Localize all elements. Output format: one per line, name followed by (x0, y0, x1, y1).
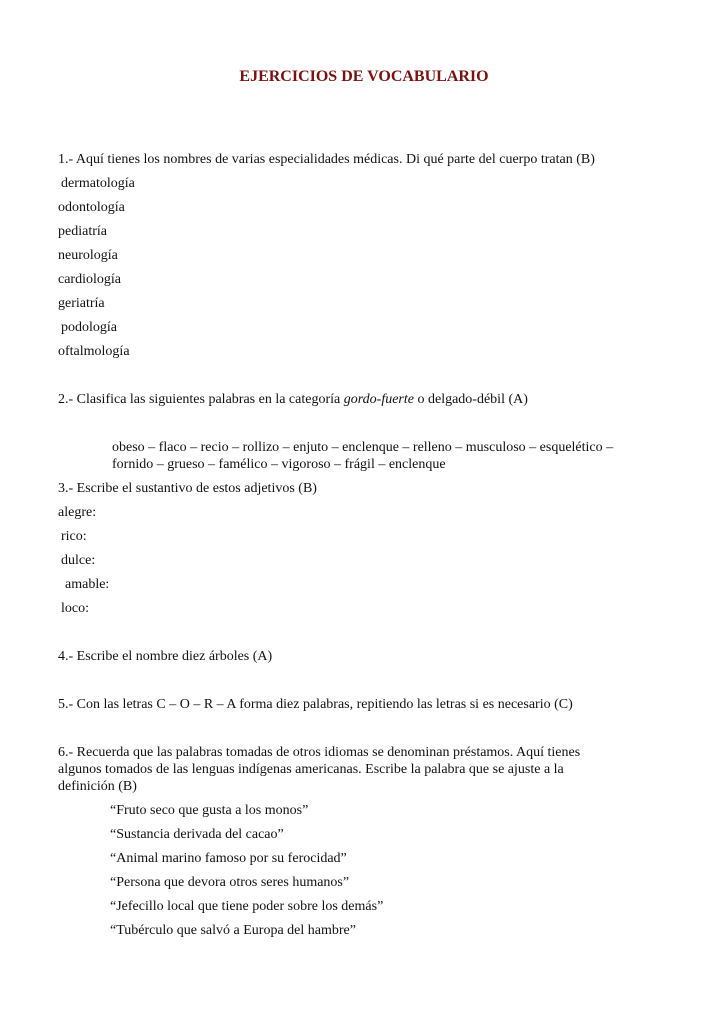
ex1-item-cardiologia: cardiología (58, 272, 121, 287)
exercise-5-prompt: 5.- Con las letras C – O – R – A forma diez palabras, repitiendo las letras si es necesario (C) (58, 697, 573, 712)
ex6-definition-1: “Fruto seco que gusta a los monos” (110, 803, 309, 818)
ex6-definition-6: “Tubérculo que salvó a Europa del hambre” (110, 923, 356, 938)
ex3-item-amable: amable: (65, 577, 110, 592)
ex6-definition-4: “Persona que devora otros seres humanos” (110, 875, 350, 890)
ex2-prompt-start: 2.- Clasifica las siguientes palabras en la categoría (58, 392, 344, 407)
ex1-item-neurologia: neurología (58, 248, 118, 263)
exercise-3-prompt: 3.- Escribe el sustantivo de estos adjetivos (B) (58, 481, 317, 496)
ex1-item-odontologia: odontología (58, 200, 125, 215)
ex3-item-dulce: dulce: (61, 553, 96, 568)
ex3-item-loco: loco: (61, 601, 89, 616)
ex2-words-line-2: fornido – grueso – famélico – vigoroso – frágil – enclenque (112, 457, 446, 472)
exercise-6-prompt-line-2: algunos tomados de las lenguas indígenas americanas. Escribe la palabra que se ajuste a la (58, 762, 564, 777)
exercise-6-prompt-line-1: 6.- Recuerda que las palabras tomadas de otros idiomas se denominan préstamos. Aquí tienes (58, 745, 581, 760)
exercise-2-prompt (58, 391, 528, 408)
ex3-item-alegre: alegre: (58, 505, 97, 520)
ex1-item-podologia: podología (61, 320, 117, 335)
exercise-1-prompt: 1.- Aquí tienes los nombres de varias especialidades médicas. Di qué parte del cuerpo tratan (B) (58, 152, 595, 167)
ex1-item-dermatologia: dermatología (61, 176, 135, 191)
exercise-6-prompt-line-3: definición (B) (58, 779, 137, 794)
document-title: EJERCICIOS DE VOCABULARIO (239, 68, 489, 85)
exercise-4-prompt: 4.- Escribe el nombre diez árboles (A) (58, 649, 273, 664)
ex6-definition-2: “Sustancia derivada del cacao” (110, 827, 284, 842)
ex1-item-geriatria: geriatría (58, 296, 105, 311)
ex2-prompt-italic: gordo-fuerte (343, 392, 414, 407)
ex6-definition-3: “Animal marino famoso por su ferocidad” (110, 851, 347, 866)
ex6-definition-5: “Jefecillo local que tiene poder sobre los demás” (110, 899, 384, 914)
ex2-words-line-1: obeso – flaco – recio – rollizo – enjuto – enclenque – relleno – musculoso – esquelético – (112, 440, 614, 455)
ex2-prompt-end: o delgado-débil (A) (413, 392, 528, 407)
ex1-item-oftalmologia: oftalmología (58, 344, 130, 359)
ex1-item-pediatria: pediatría (58, 224, 107, 239)
ex3-item-rico: rico: (61, 529, 87, 544)
